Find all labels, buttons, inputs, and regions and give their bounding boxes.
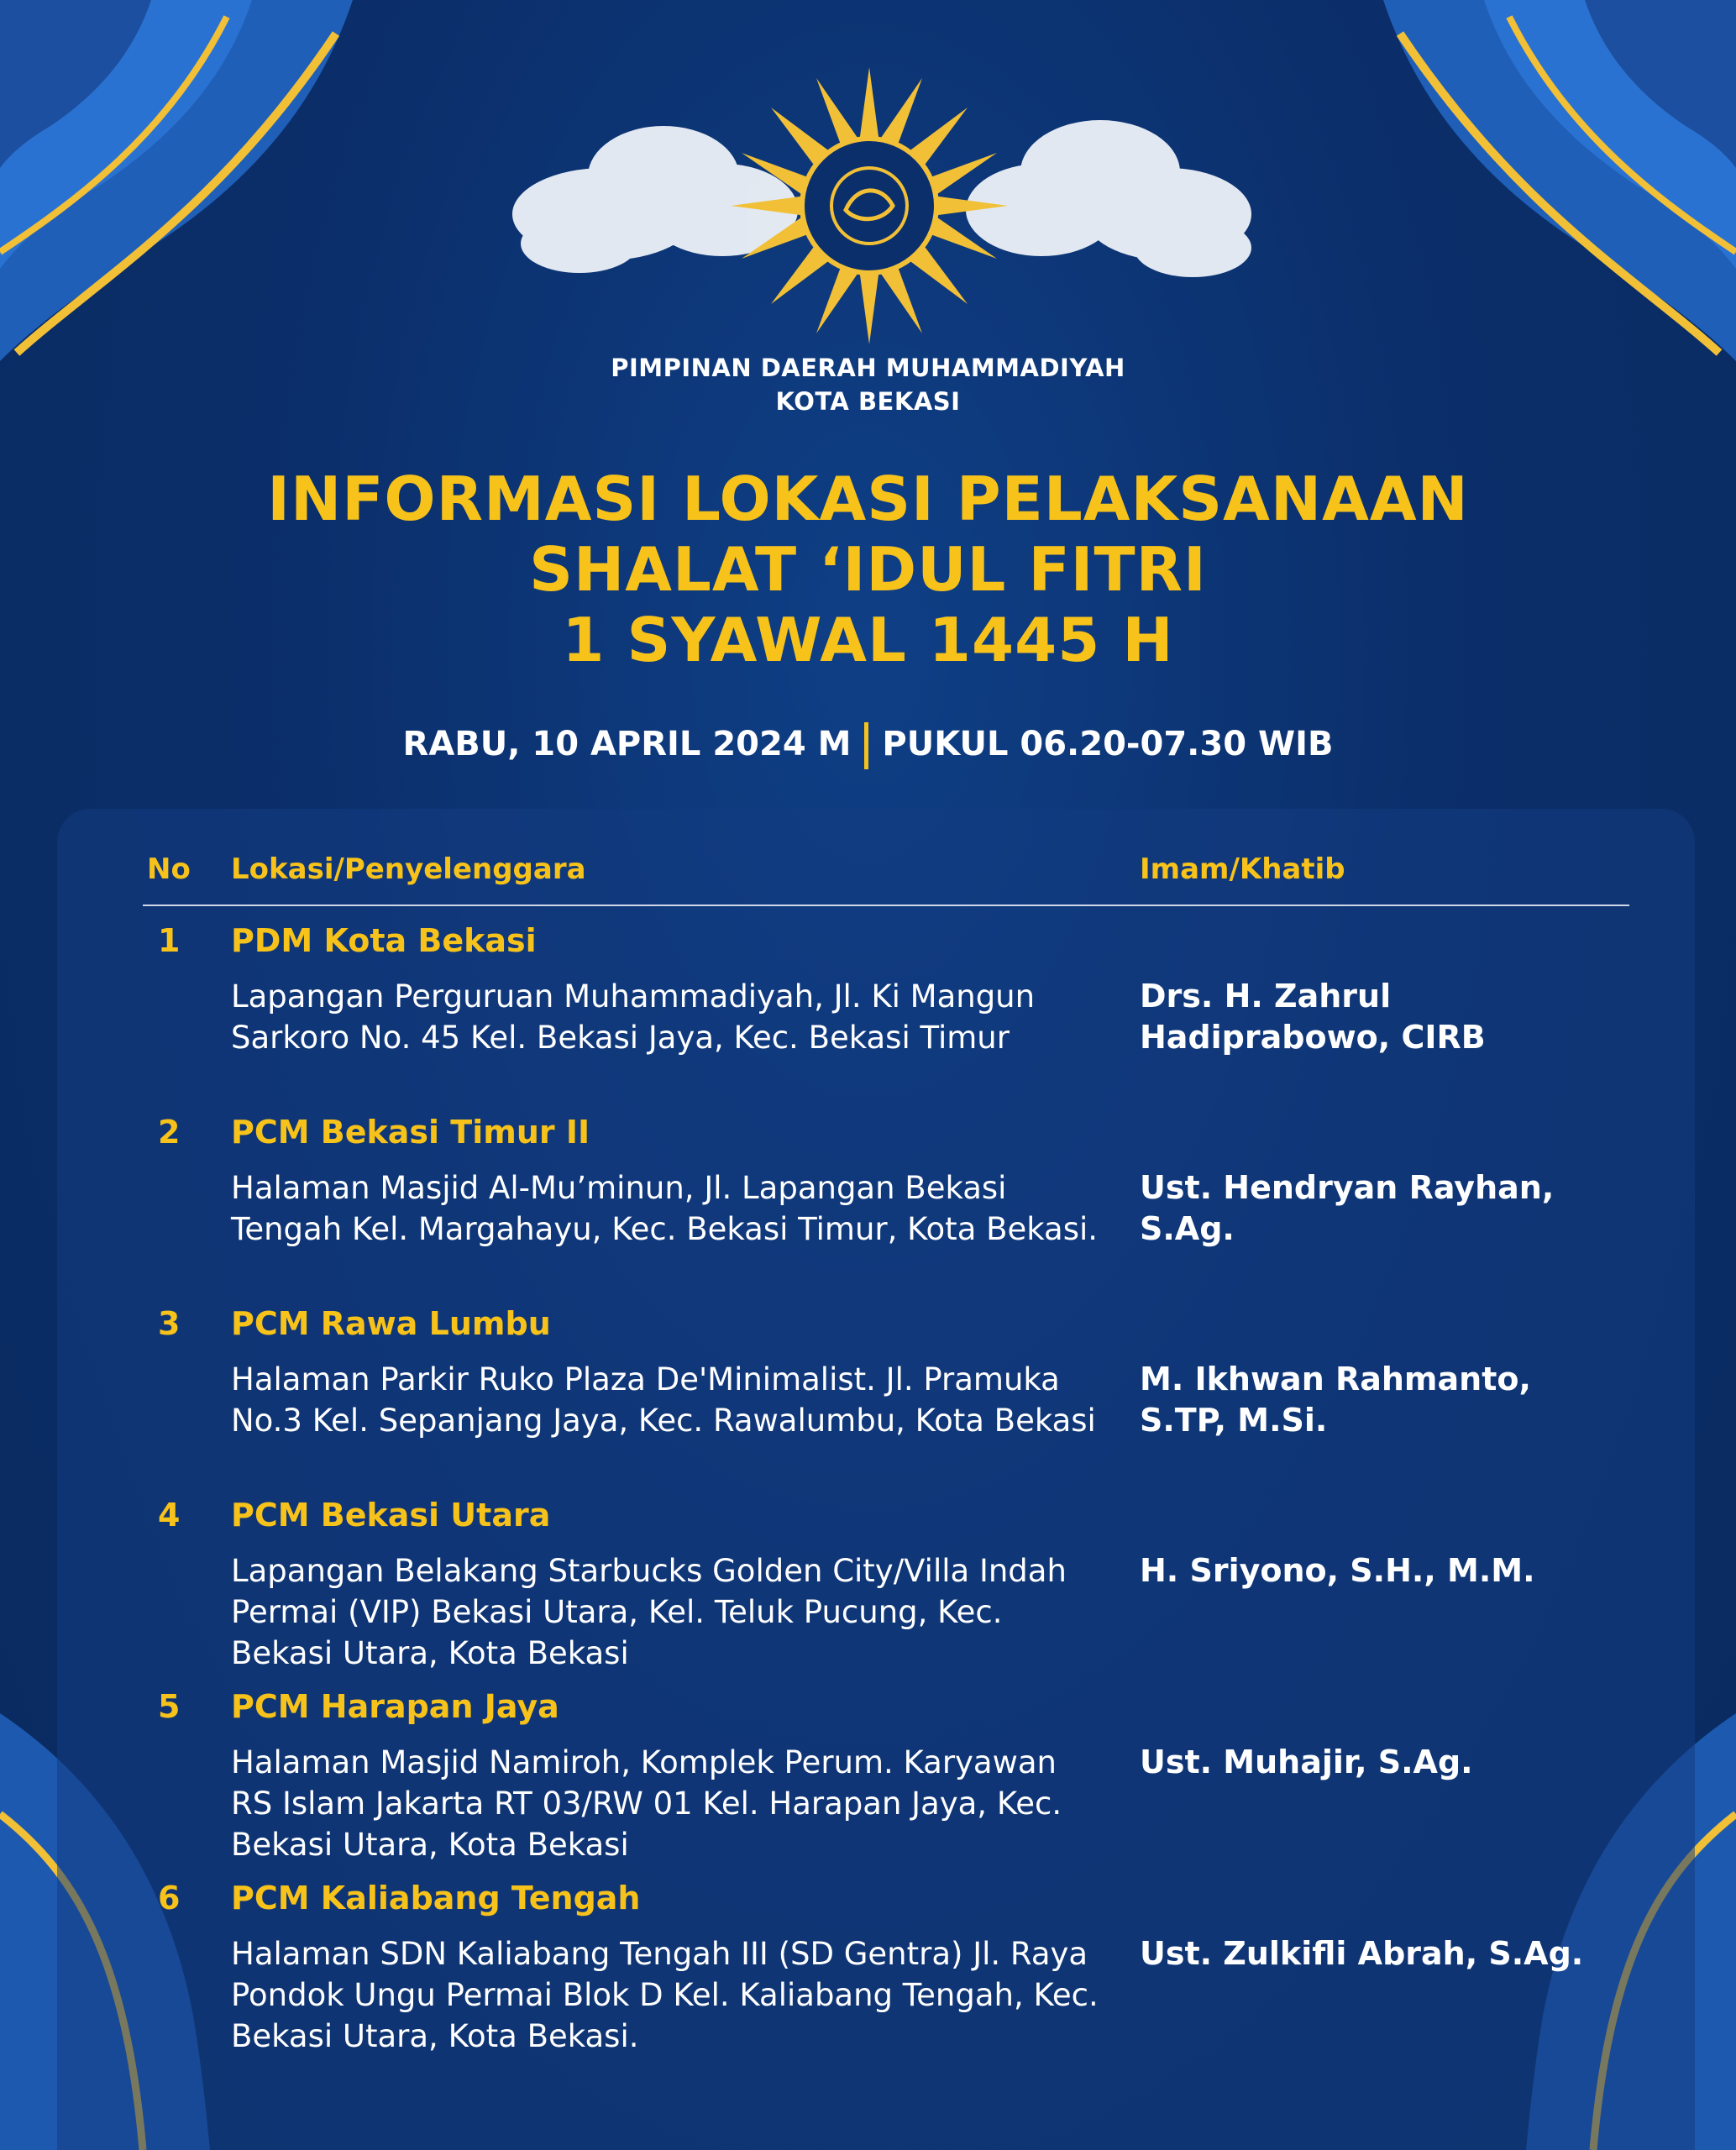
row-imam: M. Ikhwan Rahmanto, S.TP, M.Si. bbox=[1140, 1361, 1531, 1439]
row-organizer: PDM Kota Bekasi bbox=[231, 922, 537, 959]
row-imam: Ust. Muhajir, S.Ag. bbox=[1140, 1744, 1473, 1780]
row-number: 6 bbox=[158, 1880, 181, 1917]
row-organizer: PCM Harapan Jaya bbox=[231, 1688, 559, 1725]
row-number: 3 bbox=[158, 1305, 181, 1342]
organization-line-2: KOTA BEKASI bbox=[775, 387, 961, 416]
row-address: Halaman Masjid Namiroh, Komplek Perum. Karyawan RS Islam Jakarta RT 03/RW 01 Kel. Harapan Jaya, Kec. Bekasi Utara, Kota Bekasi bbox=[231, 1744, 1062, 1863]
page-title bbox=[0, 464, 1736, 675]
table-row bbox=[0, 917, 1736, 1109]
table-row bbox=[0, 1875, 1736, 2066]
row-imam: H. Sriyono, S.H., M.M. bbox=[1140, 1552, 1535, 1589]
separator-bar bbox=[864, 722, 868, 769]
title-line-2: SHALAT ‘IDUL FITRI bbox=[529, 534, 1207, 605]
row-imam: Ust. Hendryan Rayhan, S.Ag. bbox=[1140, 1169, 1555, 1247]
row-number: 5 bbox=[158, 1688, 181, 1725]
event-date: RABU, 10 APRIL 2024 M bbox=[402, 725, 852, 763]
row-address: Halaman SDN Kaliabang Tengah III (SD Gentra) Jl. Raya Pondok Ungu Permai Blok D Kel. Kaliabang Tengah, Kec. Bekasi Utara, Kota Bekasi. bbox=[231, 1936, 1099, 2054]
corner-ornament-top-right bbox=[1375, 0, 1736, 370]
muhammadiyah-logo bbox=[504, 67, 1260, 344]
header-location: Lokasi/Penyelenggara bbox=[231, 852, 586, 886]
table-row bbox=[0, 1492, 1736, 1683]
row-organizer: PCM Rawa Lumbu bbox=[231, 1305, 551, 1342]
date-time-line bbox=[0, 722, 1736, 769]
cloud-right-icon bbox=[966, 120, 1251, 277]
row-number: 4 bbox=[158, 1497, 181, 1534]
title-line-1: INFORMASI LOKASI PELAKSANAAN bbox=[267, 464, 1469, 534]
organization-line-1: PIMPINAN DAERAH MUHAMMADIYAH bbox=[611, 354, 1125, 382]
table-row bbox=[0, 1109, 1736, 1300]
header-no: No bbox=[147, 852, 191, 886]
row-address: Halaman Masjid Al-Mu’minun, Jl. Lapangan Bekasi Tengah Kel. Margahayu, Kec. Bekasi Timur, Kota Bekasi. bbox=[231, 1170, 1099, 1247]
header-divider bbox=[143, 905, 1629, 906]
table-header bbox=[0, 852, 1736, 903]
header-imam: Imam/Khatib bbox=[1140, 852, 1345, 886]
row-organizer: PCM Kaliabang Tengah bbox=[231, 1880, 641, 1917]
row-imam: Ust. Zulkifli Abrah, S.Ag. bbox=[1140, 1935, 1584, 1972]
row-address: Halaman Parkir Ruko Plaza De'Minimalist. Jl. Pramuka No.3 Kel. Sepanjang Jaya, Kec. Rawalumbu, Kota Bekasi bbox=[231, 1361, 1096, 1439]
location-list bbox=[0, 917, 1736, 2066]
sun-emblem-icon bbox=[731, 67, 1008, 344]
row-organizer: PCM Bekasi Timur II bbox=[231, 1114, 590, 1151]
table-row bbox=[0, 1300, 1736, 1492]
organization-name bbox=[0, 351, 1736, 418]
corner-ornament-top-left bbox=[0, 0, 361, 370]
row-imam: Drs. H. Zahrul Hadiprabowo, CIRB bbox=[1140, 978, 1486, 1056]
row-address: Lapangan Belakang Starbucks Golden City/Villa Indah Permai (VIP) Bekasi Utara, Kel. Teluk Pucung, Kec. Bekasi Utara, Kota Bekasi bbox=[231, 1553, 1067, 1671]
row-organizer: PCM Bekasi Utara bbox=[231, 1497, 551, 1534]
row-address: Lapangan Perguruan Muhammadiyah, Jl. Ki Mangun Sarkoro No. 45 Kel. Bekasi Jaya, Kec. Bekasi Timur bbox=[231, 978, 1036, 1056]
row-number: 1 bbox=[158, 922, 181, 959]
row-number: 2 bbox=[158, 1114, 181, 1151]
title-line-3: 1 SYAWAL 1445 H bbox=[562, 605, 1174, 675]
event-time: PUKUL 06.20-07.30 WIB bbox=[882, 725, 1334, 763]
table-row bbox=[0, 1683, 1736, 1875]
